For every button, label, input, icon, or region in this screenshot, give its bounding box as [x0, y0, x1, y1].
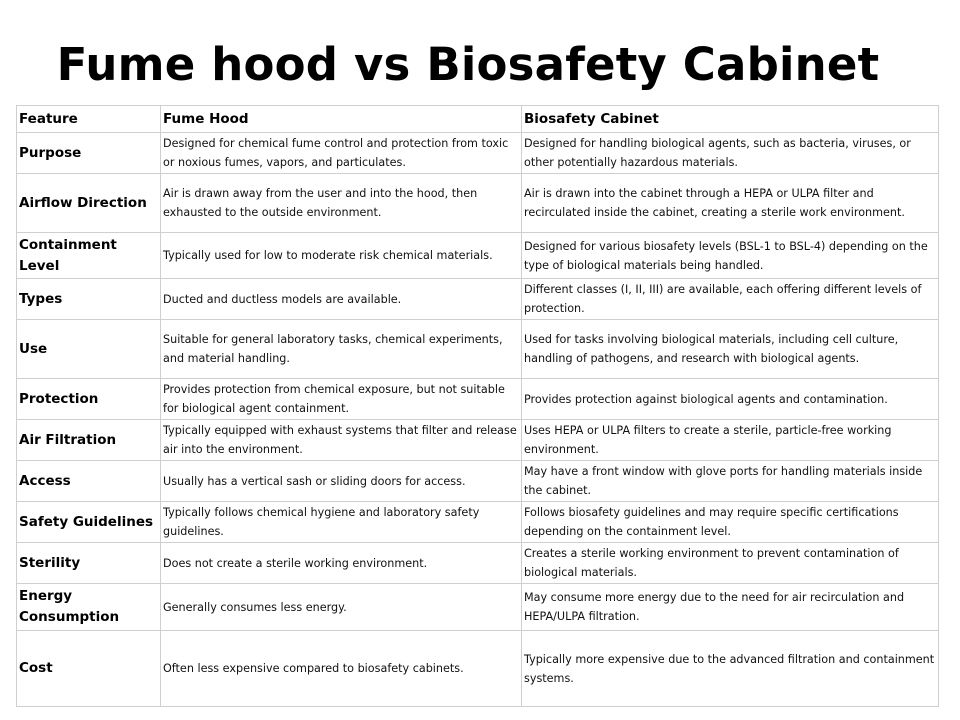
- table-row: [17, 233, 939, 279]
- row-feature: Safety Guidelines: [17, 502, 161, 543]
- row-feature: Airflow Direction: [17, 174, 161, 233]
- table-header-row: [17, 106, 939, 133]
- row-fume-hood: Generally consumes less energy.: [161, 584, 522, 631]
- row-biosafety-cabinet: Uses HEPA or ULPA filters to create a sterile, particle-free working environment.: [522, 420, 939, 461]
- row-biosafety-cabinet: Follows biosafety guidelines and may require specific certifications depending on the containment level.: [522, 502, 939, 543]
- row-feature: Air Filtration: [17, 420, 161, 461]
- row-biosafety-cabinet: May consume more energy due to the need for air recirculation and HEPA/ULPA filtration.: [522, 584, 939, 631]
- row-feature: Cost: [17, 631, 161, 707]
- row-fume-hood: Typically equipped with exhaust systems that filter and release air into the environment.: [161, 420, 522, 461]
- row-feature: Types: [17, 279, 161, 320]
- row-fume-hood: Designed for chemical fume control and protection from toxic or noxious fumes, vapors, and particulates.: [161, 133, 522, 174]
- table-row: [17, 420, 939, 461]
- row-fume-hood: Ducted and ductless models are available.: [161, 279, 522, 320]
- row-fume-hood: Does not create a sterile working environment.: [161, 543, 522, 584]
- table-row: [17, 502, 939, 543]
- table-row: [17, 461, 939, 502]
- row-fume-hood: Typically used for low to moderate risk chemical materials.: [161, 233, 522, 279]
- row-feature: Access: [17, 461, 161, 502]
- row-fume-hood: Air is drawn away from the user and into the hood, then exhausted to the outside environment.: [161, 174, 522, 233]
- row-biosafety-cabinet: Creates a sterile working environment to prevent contamination of biological materials.: [522, 543, 939, 584]
- table-row: [17, 631, 939, 707]
- row-feature: Protection: [17, 379, 161, 420]
- table-row: [17, 543, 939, 584]
- row-fume-hood: Provides protection from chemical exposure, but not suitable for biological agent containment.: [161, 379, 522, 420]
- row-feature: Purpose: [17, 133, 161, 174]
- page-title: Fume hood vs Biosafety Cabinet: [56, 38, 880, 91]
- row-biosafety-cabinet: Designed for various biosafety levels (BSL-1 to BSL-4) depending on the type of biological materials being handled.: [522, 233, 939, 279]
- comparison-table: [16, 105, 939, 707]
- table-row: [17, 584, 939, 631]
- header-feature: Feature: [17, 106, 161, 133]
- table-row: [17, 279, 939, 320]
- row-feature: Energy Consumption: [17, 584, 161, 631]
- table-row: [17, 174, 939, 233]
- header-fume-hood: Fume Hood: [161, 106, 522, 133]
- row-biosafety-cabinet: May have a front window with glove ports for handling materials inside the cabinet.: [522, 461, 939, 502]
- row-fume-hood: Typically follows chemical hygiene and laboratory safety guidelines.: [161, 502, 522, 543]
- table-row: [17, 320, 939, 379]
- row-fume-hood: Suitable for general laboratory tasks, chemical experiments, and material handling.: [161, 320, 522, 379]
- row-fume-hood: Usually has a vertical sash or sliding doors for access.: [161, 461, 522, 502]
- table-row: [17, 133, 939, 174]
- header-biosafety-cabinet: Biosafety Cabinet: [522, 106, 939, 133]
- row-feature: Containment Level: [17, 233, 161, 279]
- row-biosafety-cabinet: Typically more expensive due to the advanced filtration and containment systems.: [522, 631, 939, 707]
- row-biosafety-cabinet: Provides protection against biological agents and contamination.: [522, 379, 939, 420]
- row-biosafety-cabinet: Air is drawn into the cabinet through a HEPA or ULPA filter and recirculated inside the cabinet, creating a sterile work environment.: [522, 174, 939, 233]
- row-biosafety-cabinet: Designed for handling biological agents, such as bacteria, viruses, or other potentially hazardous materials.: [522, 133, 939, 174]
- row-feature: Sterility: [17, 543, 161, 584]
- row-biosafety-cabinet: Different classes (I, II, III) are available, each offering different levels of protection.: [522, 279, 939, 320]
- row-fume-hood: Often less expensive compared to biosafety cabinets.: [161, 631, 522, 707]
- row-biosafety-cabinet: Used for tasks involving biological materials, including cell culture, handling of pathogens, and research with biological agents.: [522, 320, 939, 379]
- table-row: [17, 379, 939, 420]
- row-feature: Use: [17, 320, 161, 379]
